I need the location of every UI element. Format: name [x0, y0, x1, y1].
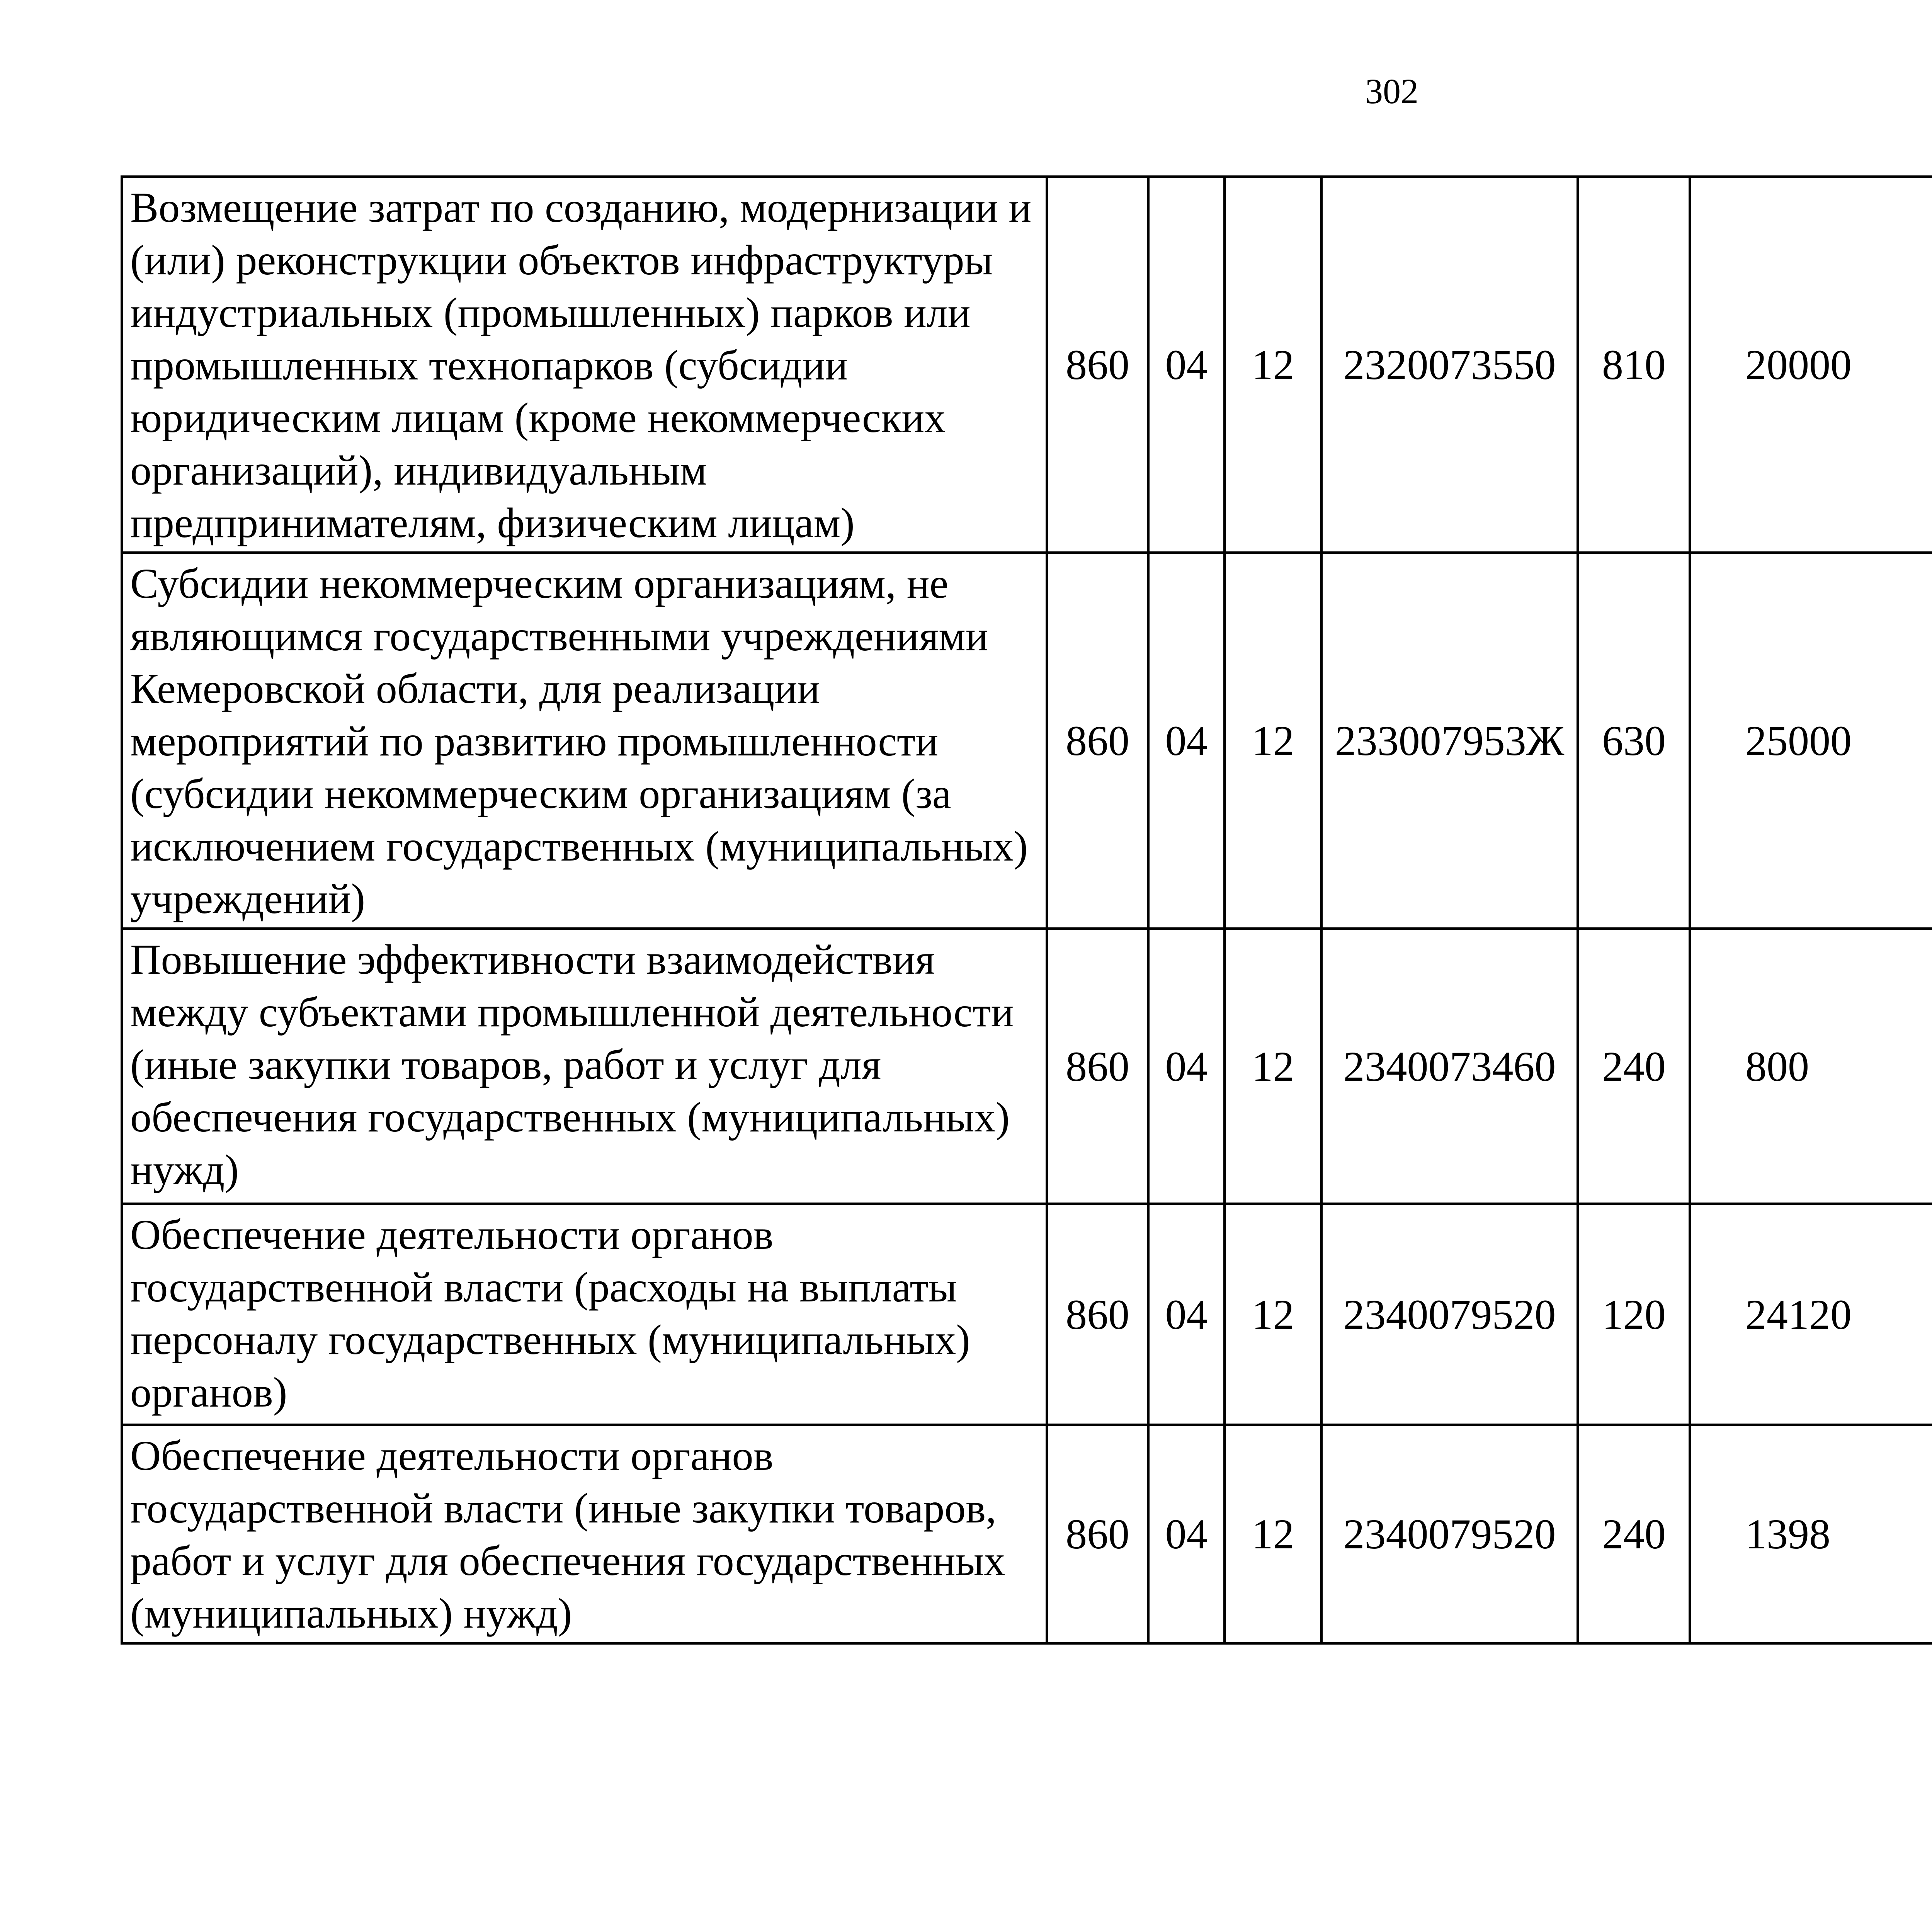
expense-type-code: 240	[1578, 1425, 1690, 1643]
page-number: 302	[1365, 71, 1418, 111]
amount-year-1: 24120	[1690, 1204, 1932, 1425]
target-code: 2340073460	[1321, 929, 1578, 1204]
ministry-code: 860	[1047, 929, 1148, 1204]
budget-table	[121, 175, 1932, 1645]
expense-type-code: 240	[1578, 929, 1690, 1204]
row-description: Субсидии некоммерческим организациям, не являющимся государственными учреждениями Кемеровской области, для реализации мероприятий по развитию промышленности (субсидии некоммерческим организациям (за исключением государственных (муниципальных) учреждений)	[122, 553, 1047, 929]
amount-year-1: 25000	[1690, 553, 1932, 929]
expense-type-code: 810	[1578, 177, 1690, 553]
ministry-code: 860	[1047, 1204, 1148, 1425]
expense-type-code: 630	[1578, 553, 1690, 929]
amount-year-1: 20000	[1690, 177, 1932, 553]
amount-year-1: 800	[1690, 929, 1932, 1204]
section-code: 04	[1148, 177, 1225, 553]
table-row	[122, 553, 1932, 929]
expense-type-code: 120	[1578, 1204, 1690, 1425]
section-code: 04	[1148, 553, 1225, 929]
target-code: 2340079520	[1321, 1425, 1578, 1643]
ministry-code: 860	[1047, 1425, 1148, 1643]
table-row	[122, 177, 1932, 553]
table-row	[122, 929, 1932, 1204]
row-description: Повышение эффективности взаимодействия между субъектами промышленной деятельности (иные закупки товаров, работ и услуг для обеспечения государственных (муниципальных) нужд)	[122, 929, 1047, 1204]
row-description: Обеспечение деятельности органов государственной власти (расходы на выплаты персоналу государственных (муниципальных) органов)	[122, 1204, 1047, 1425]
subsection-code: 12	[1225, 929, 1321, 1204]
table-row	[122, 1204, 1932, 1425]
row-description: Возмещение затрат по созданию, модернизации и (или) реконструкции объектов инфраструктуры индустриальных (промышленных) парков или промышленных технопарков (субсидии юридическим лицам (кроме некоммерческих организаций), индивидуальным предпринимателям, физическим лицам)	[122, 177, 1047, 553]
amount-year-1: 1398	[1690, 1425, 1932, 1643]
target-code: 2320073550	[1321, 177, 1578, 553]
subsection-code: 12	[1225, 1425, 1321, 1643]
section-code: 04	[1148, 929, 1225, 1204]
row-description: Обеспечение деятельности органов государственной власти (иные закупки товаров, работ и услуг для обеспечения государственных (муниципальных) нужд)	[122, 1425, 1047, 1643]
table-row	[122, 1425, 1932, 1643]
target-code: 2340079520	[1321, 1204, 1578, 1425]
section-code: 04	[1148, 1425, 1225, 1643]
target-code: 233007953Ж	[1321, 553, 1578, 929]
subsection-code: 12	[1225, 177, 1321, 553]
ministry-code: 860	[1047, 177, 1148, 553]
section-code: 04	[1148, 1204, 1225, 1425]
subsection-code: 12	[1225, 1204, 1321, 1425]
subsection-code: 12	[1225, 553, 1321, 929]
ministry-code: 860	[1047, 553, 1148, 929]
